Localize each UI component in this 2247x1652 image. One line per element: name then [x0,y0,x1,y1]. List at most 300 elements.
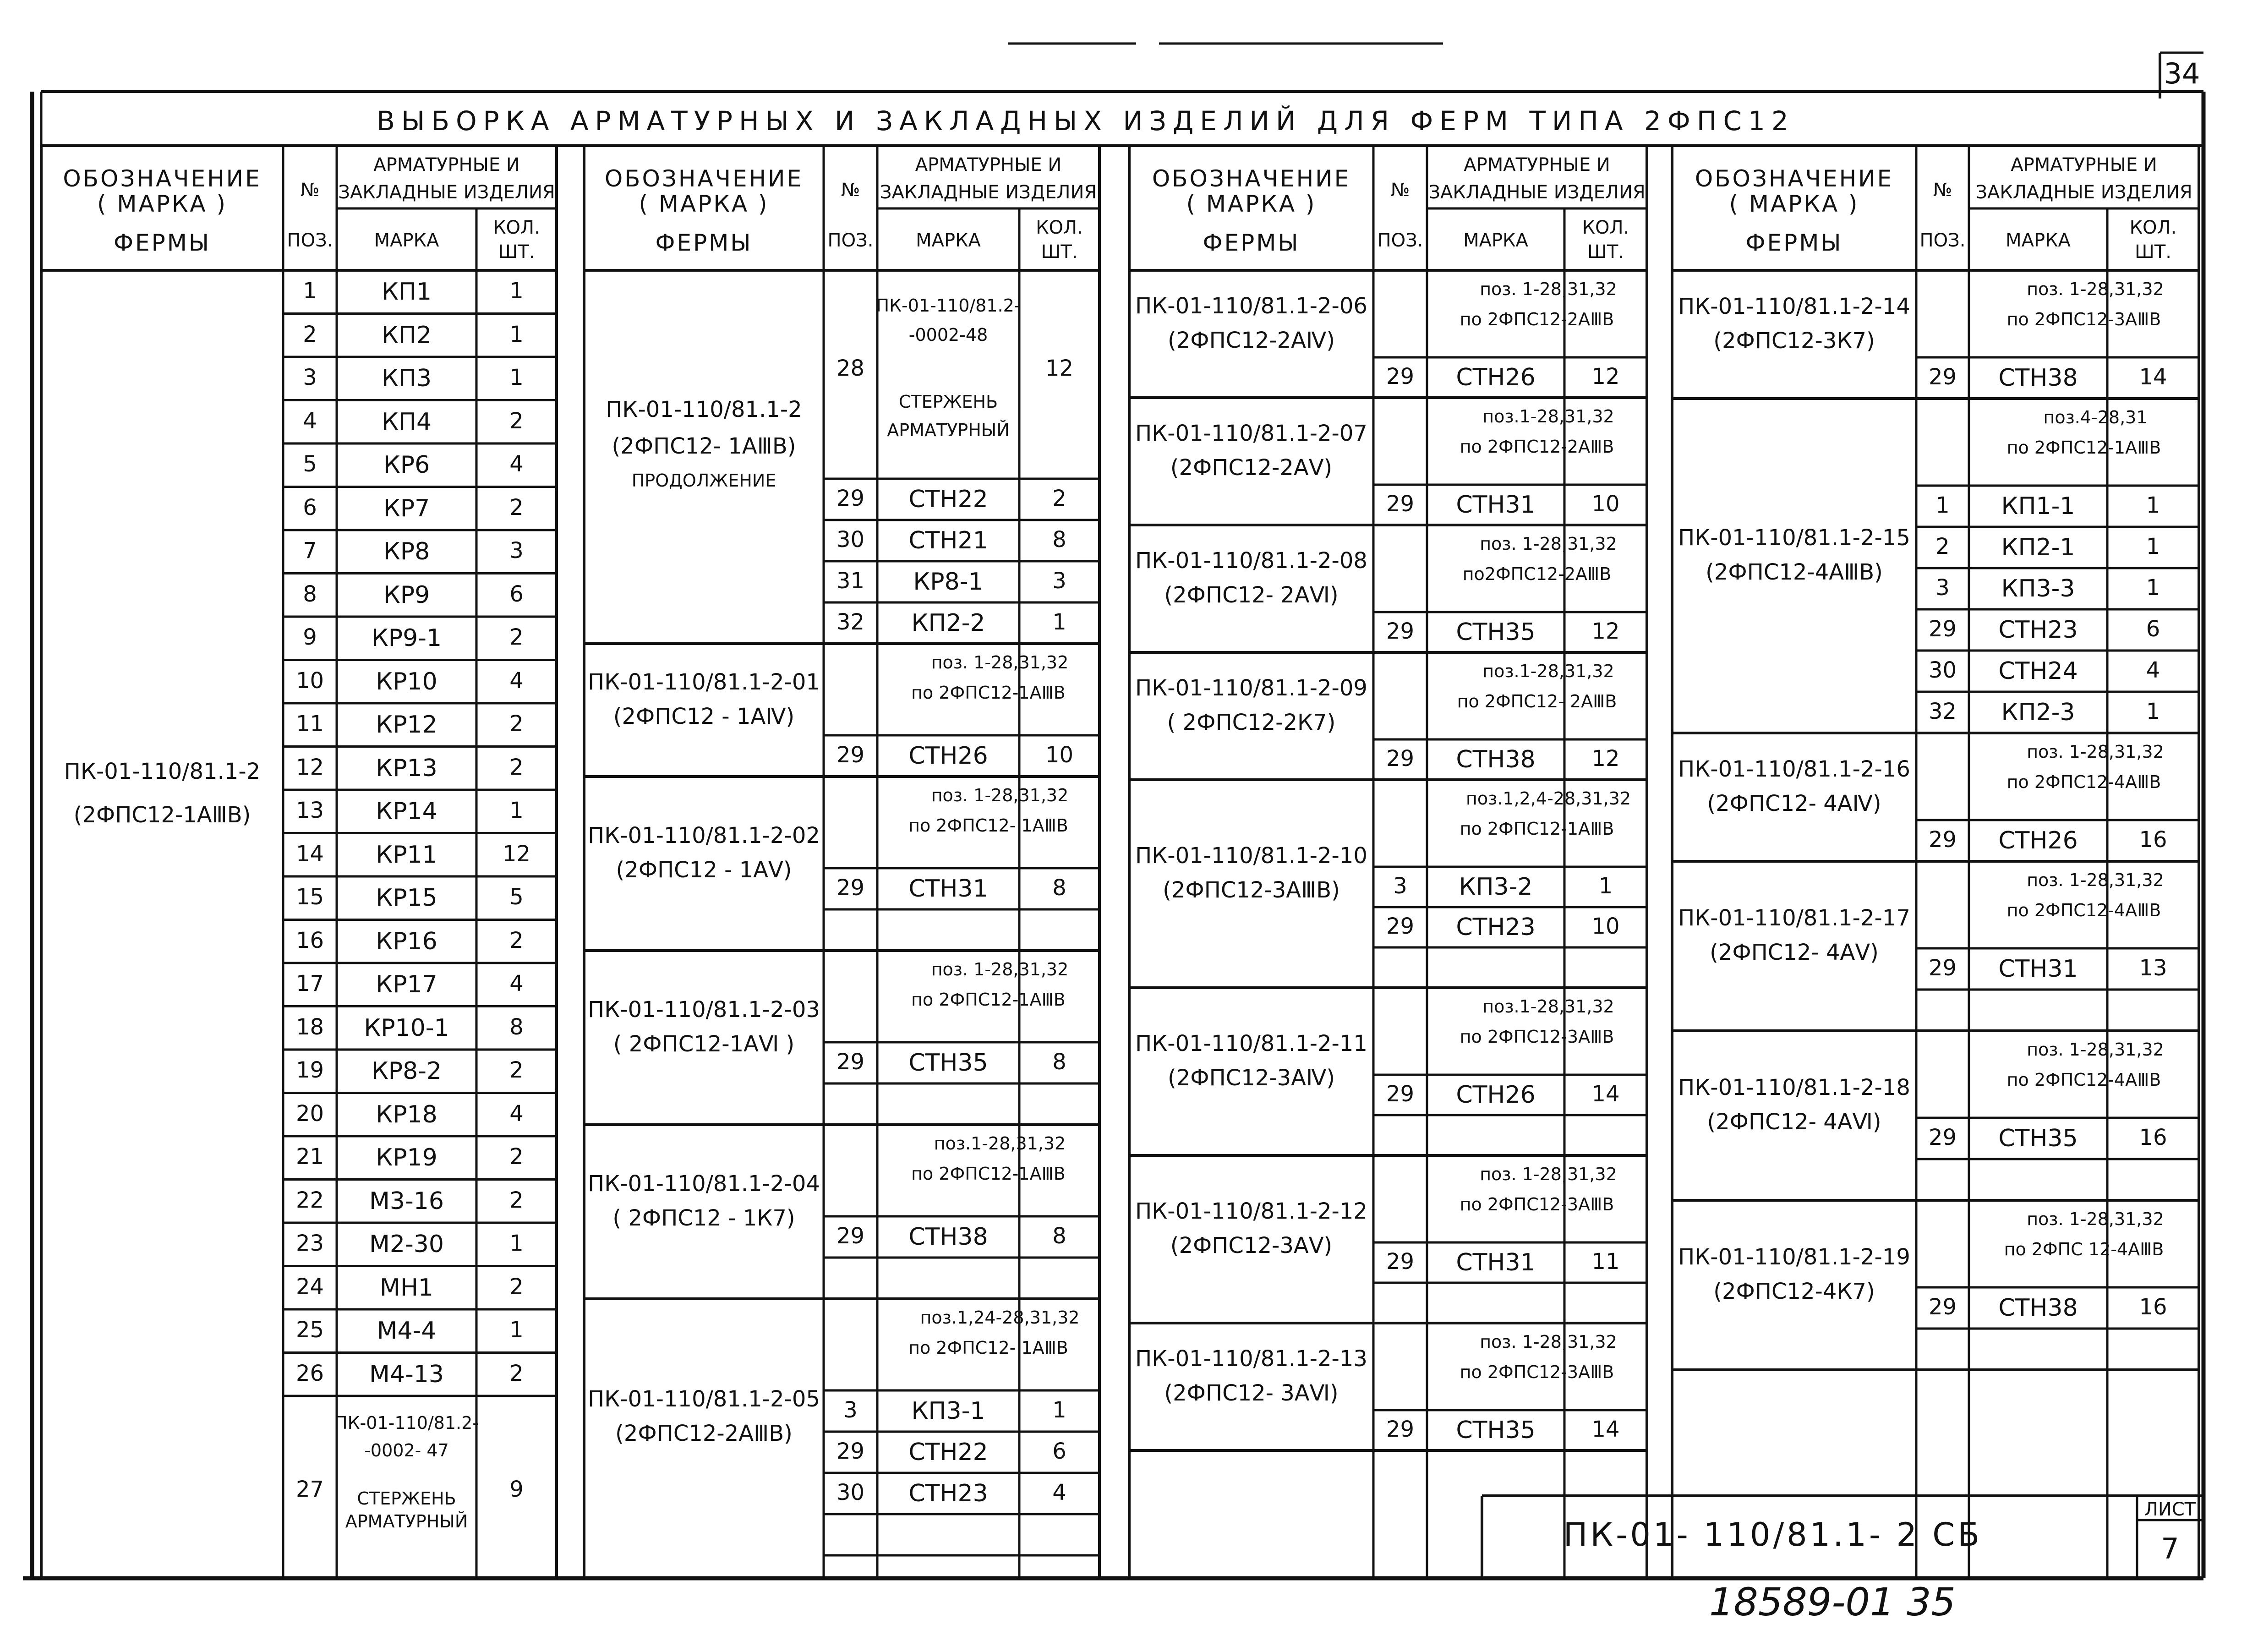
spec-row-pos: 29 [1928,616,1957,642]
spec-row-mark: СТН26 [1998,827,2078,854]
spec-row-pos: 21 [295,1144,324,1170]
spec-row-mark: КР6 [383,451,430,479]
spec-row-qty: 3 [1052,568,1066,594]
spec-row-mark: АРМАТУРНЫЙ [887,420,1010,440]
spec-row-mark: КР12 [376,711,437,739]
spec-row-qty: 2 [509,1057,524,1083]
header-items: АРМАТУРНЫЕ И [915,154,1062,175]
spec-row-qty: 1 [2146,492,2160,518]
reference-source: по 2ФПС12-2АⅢВ [1460,437,1614,457]
spec-row-mark: КП3-1 [911,1397,985,1425]
truss-mark: (2ФПС12-2АⅢВ) [615,1421,793,1446]
spec-row-pos: 13 [295,798,324,824]
spec-row-pos: 30 [836,527,865,552]
spec-row-mark: АРМАТУРНЫЙ [345,1511,468,1532]
truss-mark: (2ФПС12-3К7) [1713,328,1875,354]
spec-row-qty: 2 [509,1274,524,1300]
reference-positions: поз. 1-28,31,32 [2027,1039,2164,1060]
spec-row-mark: -0002-48 [908,325,988,345]
spec-row-mark: КР8-2 [371,1057,442,1085]
spec-row-pos: 29 [1386,746,1415,771]
truss-designation: ПК-01-110/81.1-2-15 [1678,525,1910,551]
truss-mark: (2ФПС12 - 1АⅣ) [613,704,795,729]
spec-row-qty: 2 [509,754,524,780]
truss-mark: (2ФПС12- 3АⅥ) [1164,1380,1339,1406]
spec-row-pos: 4 [303,408,317,434]
header-pos: ПОЗ. [287,230,333,251]
spec-row-pos: 29 [1928,827,1957,853]
spec-row-mark: СТН35 [1998,1125,2078,1152]
spec-row-mark: КП3-2 [1459,873,1533,901]
document-code: ПК-01- 110/81.1- 2 СБ [1563,1516,1983,1554]
spec-row-pos: 32 [836,609,865,635]
spec-row-pos: 28 [836,356,865,381]
truss-designation: ПК-01-110/81.1-2-07 [1135,421,1367,446]
reference-positions: поз.1-28,31,32 [1482,996,1614,1017]
truss-mark: (2ФПС12- 2АⅥ) [1164,582,1339,608]
spec-row-pos: 29 [836,1223,865,1249]
spec-row-pos: 20 [295,1100,324,1127]
spec-row-mark: М4-13 [369,1360,444,1388]
reference-source: по 2ФПС12-1АⅢВ [2006,438,2161,458]
header-pos-number: № [1390,180,1410,201]
reference-source: по 2ФПС12- 1АⅢВ [908,815,1068,836]
spec-row-qty: 1 [1052,1397,1066,1423]
spec-row-qty: 1 [509,1231,524,1257]
spec-row-qty: 6 [1052,1439,1066,1464]
spec-row-mark: СТН26 [908,742,988,770]
spec-row-mark: КР16 [376,927,437,955]
spec-row-qty: 2 [509,494,524,520]
spec-row-qty: 1 [509,278,524,304]
spec-row-qty: 13 [2139,955,2167,981]
reference-source: по 2ФПС12-1АⅢВ [911,990,1066,1010]
header-pos: ПОЗ. [1377,230,1423,251]
header-items: ЗАКЛАДНЫЕ ИЗДЕЛИЯ [1428,182,1646,203]
spec-row-qty: 8 [1052,1049,1066,1075]
header-designation-truss: ФЕРМЫ [655,230,753,256]
reference-positions: поз.1-28,31,32 [1482,661,1614,681]
spec-row-mark: М4-4 [377,1317,437,1345]
header-qty: КОЛ. [1036,217,1083,238]
header-designation: ОБОЗНАЧЕНИЕ [1695,165,1894,192]
reference-source: по 2ФПС12-3АⅢВ [1460,1027,1614,1047]
spec-row-mark: СТЕРЖЕНЬ [898,392,998,412]
spec-row-pos: 3 [1393,873,1407,899]
spec-row-qty: 5 [509,884,524,910]
spec-row-qty: 10 [1591,491,1620,517]
truss-designation: ПК-01-110/81.1-2-11 [1135,1031,1367,1056]
spec-row-pos: 29 [836,1049,865,1075]
header-pos-number: № [1933,180,1952,201]
reference-source: по 2ФПС12- 1АⅢВ [908,1338,1068,1358]
spec-row-pos: 14 [295,841,324,867]
reference-source: по 2ФПС12-1АⅢВ [911,1164,1066,1184]
spec-row-pos: 31 [836,568,865,594]
spec-row-qty: 8 [1052,527,1066,552]
spec-row-mark: КР18 [376,1100,437,1128]
spec-row-qty: 2 [509,1144,524,1170]
spec-row-qty: 10 [1045,742,1074,768]
reference-source: по 2ФПС12-1АⅢВ [911,683,1066,703]
header-qty-unit: ШТ. [498,241,535,263]
spec-row-pos: 11 [295,711,324,737]
truss-designation: ПК-01-110/81.1-2 [606,397,802,422]
truss-mark: (2ФПС12- 4АⅣ) [1707,791,1881,816]
spec-row-pos: 5 [303,451,317,477]
spec-row-pos: 22 [295,1187,324,1213]
reference-positions: поз. 1-28,31,32 [2027,742,2164,762]
reference-positions: поз. 1-28,31,32 [1480,1164,1617,1184]
spec-row-qty: 11 [1591,1249,1620,1275]
spec-row-qty: 4 [1052,1480,1066,1505]
spec-row-mark: СТН31 [1456,1249,1536,1276]
truss-designation: ПК-01-110/81.1-2-12 [1135,1198,1367,1224]
header-qty-unit: ШТ. [1041,241,1078,263]
spec-row-pos: 19 [295,1057,324,1083]
spec-row-pos: 29 [1386,491,1415,517]
spec-row-mark: КР11 [376,841,437,869]
truss-mark: (2ФПС12- 4АⅤ) [1710,940,1879,965]
continuation-note: ПРОДОЛЖЕНИЕ [631,470,776,491]
spec-row-pos: 29 [1928,1125,1957,1150]
header-designation-truss: ФЕРМЫ [113,230,211,256]
truss-mark: ( 2ФПС12 - 1К7) [612,1205,795,1231]
spec-row-pos: 24 [295,1274,324,1300]
spec-row-mark: ПК-01-110/81.2- [334,1413,479,1433]
spec-row-mark: СТН26 [1456,1081,1536,1109]
spec-row-qty: 1 [509,365,524,391]
spec-row-qty: 12 [1591,618,1620,644]
spec-row-mark: СТН35 [1456,618,1536,646]
spec-row-qty: 1 [509,321,524,347]
truss-mark: ( 2ФПС12-1АⅥ ) [613,1031,795,1057]
spec-row-qty: 12 [502,841,531,867]
reference-positions: поз. 1-28,31,32 [931,959,1069,979]
reference-source: по 2ФПС12-4АⅢВ [2006,900,2161,920]
spec-row-qty: 2 [509,711,524,737]
reference-source: по2ФПС12-2АⅢВ [1462,564,1612,584]
spec-row-mark: ПК-01-110/81.2- [876,295,1021,316]
truss-mark: (2ФПС12-4АⅢВ) [1706,559,1883,585]
header-pos-number: № [300,180,320,201]
reference-source: по 2ФПС12-3АⅢВ [1460,1194,1614,1214]
truss-mark: (2ФПС12- 1АⅢВ) [612,433,796,459]
truss-designation: ПК-01-110/81.1-2-17 [1678,905,1910,931]
spec-row-pos: 29 [836,1439,865,1464]
spec-row-mark: СТН38 [1456,746,1536,773]
header-items: АРМАТУРНЫЕ И [2011,154,2157,175]
handwritten-archive-number: 18589-01 35 [1709,1580,1956,1625]
truss-mark: (2ФПС12-3АⅣ) [1168,1065,1335,1091]
spec-row-mark: СТН38 [1998,364,2078,392]
spec-row-mark: М2-30 [369,1231,444,1258]
spec-row-mark: КП1-1 [2001,492,2075,520]
header-qty-unit: ШТ. [2135,241,2171,263]
spec-row-pos: 1 [1935,492,1950,518]
header-pos: ПОЗ. [827,230,874,251]
header-items: АРМАТУРНЫЕ И [373,154,520,175]
spec-row-pos: 29 [836,875,865,901]
header-items: АРМАТУРНЫЕ И [1464,154,1610,175]
spec-row-qty: 4 [509,971,524,997]
spec-row-mark: -0002- 47 [364,1440,449,1461]
header-pos: ПОЗ. [1919,230,1966,251]
spec-row-pos: 3 [843,1397,858,1423]
spec-row-pos: 29 [1928,364,1957,390]
spec-row-pos: 3 [1935,575,1950,601]
spec-row-mark: КР8 [383,538,430,566]
header-items: ЗАКЛАДНЫЕ ИЗДЕЛИЯ [880,182,1097,203]
spec-row-pos: 26 [295,1360,324,1386]
spec-row-mark: КР10-1 [364,1014,449,1042]
reference-positions: поз.1-28,31,32 [1482,406,1614,427]
spec-row-mark: СТН38 [1998,1294,2078,1322]
spec-row-mark: СТН23 [908,1480,988,1507]
header-items: ЗАКЛАДНЫЕ ИЗДЕЛИЯ [338,182,555,203]
spec-row-mark: КР9-1 [371,624,442,652]
spec-row-qty: 2 [509,927,524,953]
truss-designation: ПК-01-110/81.1-2-08 [1135,548,1367,574]
spec-row-qty: 2 [509,624,524,651]
spec-row-mark: М3-16 [369,1187,444,1215]
reference-source: по 2ФПС 12-4АⅢВ [2004,1239,2164,1259]
spec-row-qty: 1 [1052,609,1066,635]
reference-source: по 2ФПС12-1АⅢВ [1460,819,1614,839]
spec-row-mark: КП2-1 [2001,534,2075,561]
spec-row-mark: КП1 [381,278,432,306]
spec-row-mark: СТН31 [1456,491,1536,519]
spec-row-mark: КР13 [376,754,437,782]
truss-designation: ПК-01-110/81.1-2-05 [588,1386,820,1412]
spec-row-mark: СТН38 [908,1223,988,1251]
spec-row-pos: 29 [1386,914,1415,939]
sheet-label: ЛИСТ [2144,1499,2196,1520]
reference-positions: поз.1-28,31,32 [934,1133,1066,1154]
spec-row-pos: 29 [1928,955,1957,981]
header-designation: ОБОЗНАЧЕНИЕ [63,165,262,192]
spec-row-pos: 29 [1386,364,1415,389]
sheet-number-top: 34 [2164,57,2200,90]
truss-designation: ПК-01-110/81.1-2-19 [1678,1244,1910,1270]
spec-row-mark: КП2-2 [911,609,985,637]
spec-row-pos: 25 [295,1317,324,1343]
spec-row-mark: КП4 [381,408,432,436]
spec-row-pos: 29 [836,742,865,768]
table-title: ВЫБОРКА АРМАТУРНЫХ И ЗАКЛАДНЫХ ИЗДЕЛИЙ ДЛЯ ФЕРМ ТИПА 2ФПС12 [377,105,1795,137]
reference-positions: поз. 1-28,31,32 [1480,1332,1617,1352]
spec-row-pos: 29 [1386,1249,1415,1275]
spec-row-mark: СТН35 [1456,1417,1536,1444]
spec-row-qty: 2 [509,1187,524,1213]
spec-row-mark: СТН22 [908,486,988,513]
spec-row-qty: 4 [509,451,524,477]
spec-row-pos: 29 [1928,1294,1957,1320]
header-qty-unit: ШТ. [1587,241,1624,263]
spec-row-qty: 16 [2139,827,2167,853]
spec-row-qty: 1 [2146,575,2160,601]
spec-row-qty: 12 [1591,746,1620,771]
truss-designation: ПК-01-110/81.1-2-03 [588,997,820,1023]
reference-source: по 2ФПС12- 2АⅢВ [1457,691,1617,711]
spec-row-mark: КП3 [381,365,432,393]
spec-row-qty: 4 [509,1100,524,1127]
truss-designation: ПК-01-110/81.1-2-13 [1135,1346,1367,1372]
header-designation: ОБОЗНАЧЕНИЕ [604,165,804,192]
spec-row-pos: 29 [1386,1417,1415,1442]
spec-row-qty: 6 [509,581,524,607]
spec-row-pos: 1 [303,278,317,304]
spec-row-mark: КР9 [383,581,430,609]
spec-row-mark: СТН24 [1998,657,2078,685]
header-designation-truss: ФЕРМЫ [1203,230,1300,256]
spec-row-mark: КР15 [376,884,437,912]
spec-row-pos: 2 [303,321,317,347]
spec-row-mark: КР19 [376,1144,437,1172]
spec-row-qty: 14 [1591,1417,1620,1442]
reference-positions: поз. 1-28,31,32 [2027,279,2164,299]
spec-row-qty: 16 [2139,1294,2167,1320]
spec-row-qty: 1 [2146,534,2160,559]
reference-positions: поз. 1-28,31,32 [2027,870,2164,890]
spec-row-qty: 16 [2139,1125,2167,1150]
truss-designation: ПК-01-110/81.1-2-18 [1678,1075,1910,1100]
spec-row-qty: 2 [509,1360,524,1386]
truss-mark: (2ФПС12-3АⅢВ) [1163,877,1340,903]
reference-positions: поз.4-28,31 [2043,407,2148,427]
reference-source: по 2ФПС12-3АⅢВ [1460,1362,1614,1382]
spec-row-mark: СТН35 [908,1049,988,1077]
spec-row-pos: 16 [295,927,324,953]
spec-row-mark: СТЕРЖЕНЬ [357,1488,456,1509]
header-mark: МАРКА [374,230,439,251]
spec-row-pos: 7 [303,538,317,564]
reference-positions: поз. 1-28,31,32 [2027,1209,2164,1229]
truss-designation: ПК-01-110/81.1-2-14 [1678,294,1910,319]
reference-positions: поз.1,2,4-28,31,32 [1466,788,1631,809]
header-designation-mark: ( МАРКА ) [97,191,227,217]
sheet-number: 7 [2161,1532,2179,1565]
spec-row-mark: КР8-1 [913,568,984,596]
truss-designation: ПК-01-110/81.1-2-02 [588,823,820,848]
spec-row-mark: СТН21 [908,527,988,554]
spec-row-qty: 14 [2139,364,2167,390]
spec-row-qty: 2 [1052,486,1066,511]
spec-row-qty: 8 [1052,875,1066,901]
header-pos-number: № [841,180,860,201]
header-qty: КОЛ. [1582,217,1629,238]
spec-row-pos: 3 [303,365,317,391]
truss-mark: (2ФПС12- 4АⅥ) [1707,1109,1881,1135]
spec-row-mark: КП2-3 [2001,699,2075,726]
spec-row-qty: 3 [509,538,524,564]
truss-designation: ПК-01-110/81.1-2-09 [1135,675,1367,701]
header-designation-mark: ( МАРКА ) [1729,191,1859,217]
truss-mark: (2ФПС12-3АⅤ) [1170,1233,1333,1258]
spec-row-mark: СТН23 [1998,616,2078,644]
spec-row-pos: 30 [1928,657,1957,683]
spec-row-pos: 23 [295,1231,324,1257]
spec-row-qty: 1 [2146,699,2160,724]
spec-row-pos: 15 [295,884,324,910]
spec-row-qty: 1 [1598,873,1613,899]
spec-row-qty: 8 [509,1014,524,1040]
spec-row-qty: 10 [1591,914,1620,939]
truss-designation: ПК-01-110/81.1-2-16 [1678,756,1910,782]
spec-row-pos: 2 [1935,534,1950,559]
header-designation-mark: ( МАРКА ) [1186,191,1317,217]
spec-row-pos: 10 [295,667,324,694]
spec-row-pos: 32 [1928,699,1957,724]
header-mark: МАРКА [2006,230,2071,251]
reference-source: по 2ФПС12-3АⅢВ [2006,309,2161,329]
spec-row-mark: СТН31 [908,875,988,903]
spec-row-pos: 29 [1386,618,1415,644]
spec-row-qty: 8 [1052,1223,1066,1249]
spec-row-pos: 8 [303,581,317,607]
reference-positions: поз. 1-28,31,32 [1480,534,1617,554]
reference-positions: поз. 1-28,31,32 [931,785,1069,805]
header-qty: КОЛ. [493,217,540,238]
truss-mark: (2ФПС12-2АⅣ) [1168,328,1335,353]
truss-designation: ПК-01-110/81.1-2 [64,759,261,784]
truss-designation: ПК-01-110/81.1-2-10 [1135,843,1367,869]
spec-row-mark: СТН31 [1998,955,2078,983]
reference-source: по 2ФПС12-4АⅢВ [2006,1070,2161,1090]
reference-positions: поз.1,24-28,31,32 [920,1307,1080,1328]
spec-row-pos: 17 [295,971,324,997]
spec-row-mark: КП2 [381,321,432,349]
spec-row-mark: СТН26 [1456,364,1536,391]
spec-row-mark: КР10 [376,667,437,695]
reference-source: по 2ФПС12-4АⅢВ [2006,772,2161,792]
spec-row-pos: 27 [295,1477,324,1502]
spec-row-qty: 2 [509,408,524,434]
header-mark: МАРКА [916,230,981,251]
spec-row-qty: 12 [1045,356,1074,381]
spec-row-qty: 6 [2146,616,2160,642]
truss-mark: (2ФПС12-4К7) [1713,1279,1875,1304]
truss-designation: ПК-01-110/81.1-2-01 [588,669,820,695]
spec-row-mark: КП3-3 [2001,575,2075,602]
spec-row-mark: КР17 [376,971,437,999]
header-designation-truss: ФЕРМЫ [1745,230,1843,256]
spec-row-qty: 1 [509,1317,524,1343]
spec-row-pos: 18 [295,1014,324,1040]
spec-row-qty: 12 [1591,364,1620,389]
header-mark: МАРКА [1463,230,1528,251]
truss-designation: ПК-01-110/81.1-2-06 [1135,293,1367,319]
spec-row-mark: КР7 [383,494,430,522]
truss-mark: (2ФПС12-1АⅢВ) [73,802,251,828]
spec-row-mark: СТН23 [1456,914,1536,941]
spec-row-pos: 12 [295,754,324,780]
reference-source: по 2ФПС12-2АⅢВ [1460,309,1614,329]
reference-positions: поз. 1-28,31,32 [931,652,1069,673]
header-designation: ОБОЗНАЧЕНИЕ [1152,165,1351,192]
spec-row-qty: 4 [509,667,524,694]
spec-row-qty: 1 [509,798,524,824]
truss-mark: (2ФПС12 - 1АⅤ) [616,857,792,883]
spec-row-mark: КР14 [376,798,437,826]
truss-designation: ПК-01-110/81.1-2-04 [588,1171,820,1197]
spec-row-qty: 4 [2146,657,2160,683]
spec-row-qty: 14 [1591,1081,1620,1107]
spec-row-pos: 9 [303,624,317,651]
header-designation-mark: ( МАРКА ) [639,191,769,217]
spec-row-pos: 29 [836,486,865,511]
spec-row-pos: 30 [836,1480,865,1505]
